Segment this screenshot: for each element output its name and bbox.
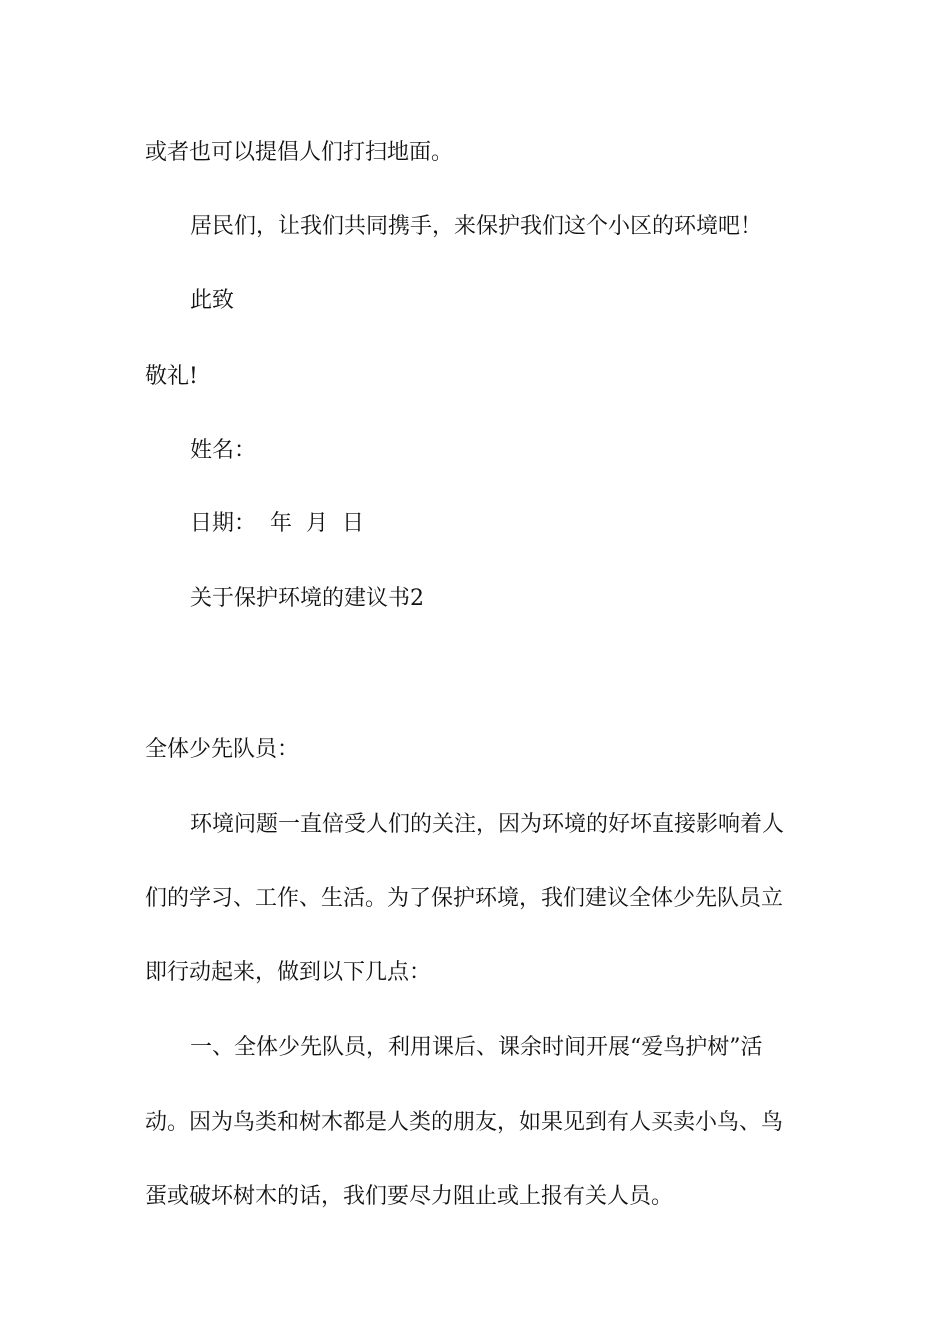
signature-name-field: 姓名： [190,438,257,463]
signature-date-field: 日期： 年 月 日 [190,511,364,536]
section-title: 关于保护环境的建议书2 [190,586,424,611]
addressee: 全体少先队员： [145,737,300,762]
paragraph-line: 蛋或破坏树木的话，我们要尽力阻止或上报有关人员。 [145,1184,674,1209]
paragraph-line: 们的学习、工作、生活。为了保护环境，我们建议全体少先队员立 [145,886,784,911]
closing-salutation: 此致 [190,288,235,313]
paragraph-line: 居民们，让我们共同携手，来保护我们这个小区的环境吧！ [190,214,763,239]
paragraph-line: 即行动起来，做到以下几点： [145,960,432,985]
paragraph-line: 或者也可以提倡人们打扫地面。 [145,140,454,165]
paragraph-line: 一、全体少先队员，利用课后、课余时间开展“爱鸟护树”活 [190,1035,763,1060]
paragraph-line: 环境问题一直倍受人们的关注，因为环境的好坏直接影响着人 [190,812,785,837]
closing-salutation: 敬礼! [145,364,198,389]
paragraph-line: 动。因为鸟类和树木都是人类的朋友，如果见到有人买卖小鸟、鸟 [145,1110,784,1135]
